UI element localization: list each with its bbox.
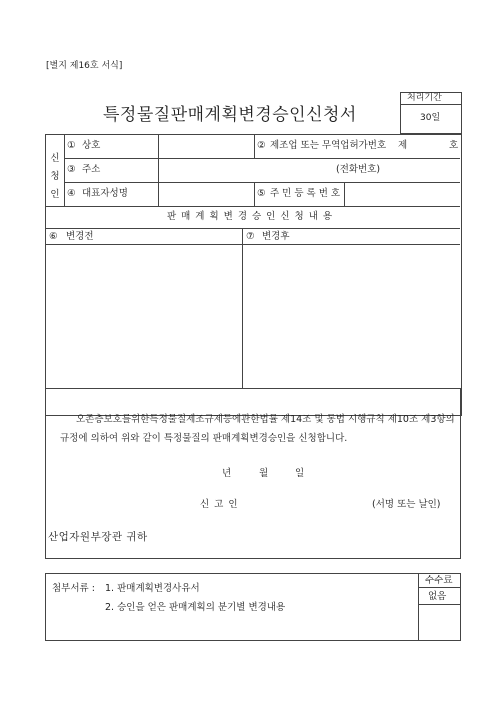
rep-num: ④	[67, 188, 76, 199]
change-after-label: 변경후	[262, 231, 290, 242]
trade-name-label: 상호	[82, 140, 101, 151]
form-number: [별지 제16호 서식]	[46, 61, 123, 71]
address-num: ③	[67, 164, 76, 175]
change-after-area[interactable]	[244, 246, 458, 386]
processing-value: 30일	[420, 113, 441, 123]
sign-note: (서명 또는 날인)	[372, 499, 441, 510]
change-before-num: ⑥	[49, 231, 58, 242]
applicant-sign-label: 신고인	[200, 499, 243, 510]
phone-note: (전화번호)	[336, 164, 381, 175]
address-label: 주소	[82, 164, 101, 175]
permit-num: ②	[257, 140, 266, 151]
date-year: 년	[222, 468, 232, 479]
rep-name-field[interactable]	[160, 184, 252, 204]
fee-label: 수수료	[425, 575, 453, 586]
resident-field[interactable]	[346, 184, 458, 204]
attachment-item-2: 2. 승인을 얻은 판매계획의 분기별 변경내용	[105, 602, 286, 613]
resident-num: ⑤	[257, 188, 266, 199]
permit-suffix: 제	[398, 140, 408, 151]
address-field[interactable]	[160, 160, 330, 180]
trade-name-num: ①	[67, 140, 76, 151]
change-before-label: 변경전	[66, 231, 94, 242]
applicant-side-label: 신청인	[50, 153, 60, 200]
date-month: 월	[259, 468, 269, 479]
change-after-num: ⑦	[246, 231, 255, 242]
fee-value: 없음	[428, 591, 447, 602]
trade-name-field[interactable]	[160, 136, 252, 156]
attachments-label: 첨부서류 :	[52, 583, 95, 594]
date-day: 일	[295, 468, 305, 479]
processing-label: 처리기간	[407, 93, 442, 103]
page-title: 특정물질판매계획변경승인신청서	[103, 105, 357, 125]
resident-label: 주민등록번호	[270, 188, 344, 199]
declaration-text: 오존층보호를위한특정물질제조규제등에관한법률 제14조 및 동법 시행규칙 제10조 제3항의 규정에 의하여 위와 같이 특정물질의 판매계획변경승인을 신청합니다.	[60, 414, 455, 444]
permit-suffix2: 호	[449, 140, 459, 151]
change-before-area[interactable]	[47, 246, 240, 386]
section-title: 판매계획변경승인신청내용	[166, 211, 338, 222]
permit-field[interactable]	[410, 136, 446, 156]
rep-name-label: 대표자성명	[82, 188, 128, 199]
attachment-item-1: 1. 판매계획변경사유서	[105, 583, 200, 594]
addressee: 산업자원부장관 귀하	[48, 531, 148, 543]
permit-label: 제조업 또는 무역업허가번호	[270, 140, 387, 151]
